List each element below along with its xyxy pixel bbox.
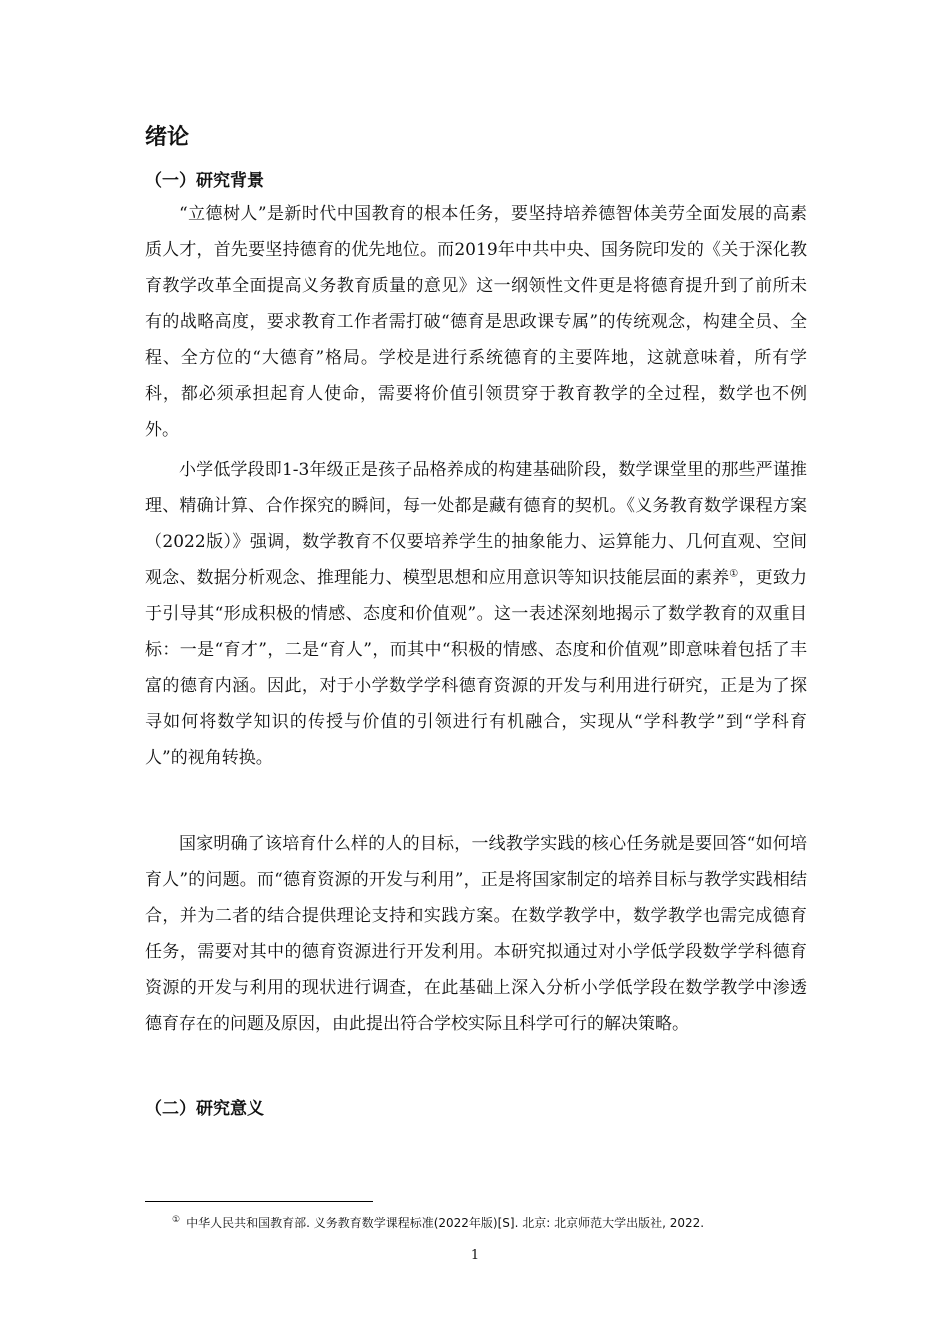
section-heading-background: （一）研究背景 [145,171,264,191]
paragraph-3: 国家明确了该培育什么样的人的目标，一线教学实践的核心任务就是要回答“如何培育人”的问题。而“德育资源的开发与利用”，正是将国家制定的培养目标与教学实践相结合，并为二者的结合提供理论支持和实践方案。在数学教学中，数学教学也需完成德育任务，需要对其中的德育资源进行开发利用。本研究拟通过对小学低学段数学学科德育资源的开发与利用的现状进行调查，在此基础上深入分析小学低学段在数学教学中渗透德育存在的问题及原因，由此提出符合学校实际且科学可行的解决策略。 [145,834,807,1034]
footnote-reference[interactable]: ① [729,568,739,580]
footnote-mark: ① [172,1215,181,1225]
page-number: 1 [470,1248,480,1263]
paragraph-2-text-a: 小学低学段即1-3年级正是孩子品格养成的构建基础阶段，数学课堂里的那些严谨推理、精确计算、合作探究的瞬间，每一处都是藏有德育的契机。《义务教育数学课程方案（2022版）》强调，数学教育不仅要培养学生的抽象能力、运算能力、几何直观、空间观念、数据分析观念、推理能力、模型思想和应用意识等知识技能层面的素养 [145,460,807,588]
section-heading-significance: （二）研究意义 [145,1099,264,1119]
footnote-text: 中华人民共和国教育部. 义务教育数学课程标准(2022年版)[S]. 北京: 北京师范大学出版社, 2022. [186,1216,705,1230]
paragraph-1: “立德树人”是新时代中国教育的根本任务，要坚持培养德智体美劳全面发展的高素质人才，首先要坚持德育的优先地位。而2019年中共中央、国务院印发的《关于深化教育教学改革全面提高义务教育质量的意见》这一纲领性文件更是将德育提升到了前所未有的战略高度，要求教育工作者需打破“德育是思政课专属”的传统观念，构建全员、全程、全方位的“大德育”格局。学校是进行系统德育的主要阵地，这就意味着，所有学科，都必须承担起育人使命，需要将价值引领贯穿于教育教学的全过程，数学也不例外。 [145,204,807,440]
footnote [172,1211,704,1232]
chapter-heading: 绪论 [145,125,190,150]
footnote-divider [145,1201,373,1202]
paragraph-2-text-b: ，更致力于引导其“形成积极的情感、态度和价值观”。这一表述深刻地揭示了数学教育的双重目标：一是“育才”，二是“育人”，而其中“积极的情感、态度和价值观”即意味着包括了丰富的德育内涵。因此，对于小学数学学科德育资源的开发与利用进行研究，正是为了探寻如何将数学知识的传授与价值的引领进行有机融合，实现从“学科教学”到“学科育人”的视角转换。 [145,568,808,768]
paragraph-2 [145,452,807,776]
